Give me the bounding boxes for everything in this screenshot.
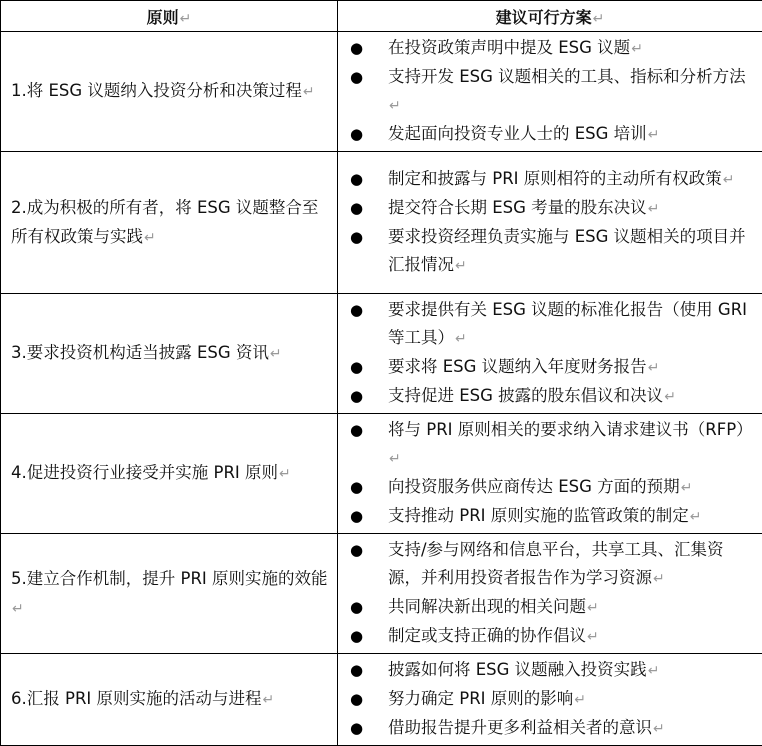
list-item-text: 披露如何将 ESG 议题融入投资实践 [388, 660, 647, 679]
list-item-text: 共同解决新出现的相关问题 [388, 597, 586, 616]
return-mark: ↵ [455, 331, 467, 347]
list-item-text: 发起面向投资专业人士的 ESG 培训 [388, 124, 647, 143]
principle-cell [1, 294, 338, 414]
list-item-text: 制定或支持正确的协作倡议 [388, 626, 586, 645]
recommendations-header [338, 1, 762, 32]
list-item-text: 向投资服务供应商传达 ESG 方面的预期 [388, 477, 680, 496]
return-mark: ↵ [648, 663, 660, 679]
recommendations-cell [338, 534, 762, 654]
return-mark: ↵ [681, 480, 693, 496]
return-mark: ↵ [648, 201, 660, 217]
recommendations-cell [338, 152, 762, 294]
table-header-row [1, 1, 762, 32]
table-row [1, 32, 762, 152]
recommendations-header-label: 建议可行方案 [496, 8, 592, 27]
principle-header-label: 原则 [147, 8, 179, 27]
principle-text: 2.成为积极的所有者，将 ESG 议题整合至所有权政策与实践 [11, 198, 318, 246]
list-item-text: 借助报告提升更多利益相关者的意识 [388, 718, 652, 737]
principle-text: 1.将 ESG 议题纳入投资分析和决策过程 [11, 81, 302, 100]
return-mark: ↵ [653, 721, 665, 737]
list-item [350, 382, 756, 411]
list-item [350, 593, 756, 622]
recommendations-cell [338, 414, 762, 534]
return-mark: ↵ [574, 692, 586, 708]
principle-cell [1, 414, 338, 534]
return-mark: ↵ [180, 11, 192, 27]
list-item-text: 支持/参与网络和信息平台，共享工具、汇集资源，并利用投资者报告作为学习资源 [388, 540, 724, 587]
principle-header [1, 1, 338, 32]
recommendations-cell [338, 654, 762, 746]
return-mark: ↵ [455, 258, 467, 274]
return-mark: ↵ [587, 629, 599, 645]
list-item [350, 473, 756, 502]
recommendations-cell [338, 32, 762, 152]
return-mark: ↵ [631, 41, 643, 57]
return-mark: ↵ [270, 346, 282, 362]
list-item [350, 296, 756, 353]
list-item [350, 502, 756, 531]
list-item [350, 194, 756, 223]
table-row [1, 534, 762, 654]
return-mark: ↵ [723, 172, 735, 188]
list-item-text: 提交符合长期 ESG 考量的股东决议 [388, 198, 647, 217]
list-item [350, 63, 756, 120]
principle-cell [1, 152, 338, 294]
return-mark: ↵ [664, 389, 676, 405]
table-row [1, 654, 762, 746]
return-mark: ↵ [389, 98, 401, 114]
list-item [350, 656, 756, 685]
list-item-text: 努力确定 PRI 原则的影响 [388, 689, 573, 708]
return-mark: ↵ [648, 127, 660, 143]
list-item [350, 34, 756, 63]
list-item-text: 将与 PRI 原则相关的要求纳入请求建议书（RFP） [388, 420, 753, 439]
principle-cell [1, 32, 338, 152]
list-item [350, 685, 756, 714]
return-mark: ↵ [303, 84, 315, 100]
list-item-text: 要求提供有关 ESG 议题的标准化报告（使用 GRI 等工具） [388, 300, 747, 347]
return-mark: ↵ [653, 571, 665, 587]
list-item-text: 要求投资经理负责实施与 ESG 议题相关的项目并汇报情况 [388, 227, 746, 274]
principle-text: 5.建立合作机制，提升 PRI 原则实施的效能 [11, 569, 328, 588]
list-item [350, 714, 756, 743]
list-item [350, 622, 756, 651]
list-item [350, 120, 756, 149]
return-mark: ↵ [587, 600, 599, 616]
table-row [1, 152, 762, 294]
recommendations-cell [338, 294, 762, 414]
list-item [350, 165, 756, 194]
return-mark: ↵ [279, 466, 291, 482]
list-item-text: 支持推动 PRI 原则实施的监管政策的制定 [388, 506, 689, 525]
list-item [350, 536, 756, 593]
return-mark: ↵ [648, 360, 660, 376]
return-mark: ↵ [263, 692, 275, 708]
list-item [350, 223, 756, 280]
principle-text: 6.汇报 PRI 原则实施的活动与进程 [11, 689, 262, 708]
list-item-text: 支持促进 ESG 披露的股东倡议和决议 [388, 386, 663, 405]
list-item-text: 要求将 ESG 议题纳入年度财务报告 [388, 357, 647, 376]
list-item-text: 在投资政策声明中提及 ESG 议题 [388, 38, 630, 57]
table-row [1, 294, 762, 414]
return-mark: ↵ [144, 230, 156, 246]
principle-text: 3.要求投资机构适当披露 ESG 资讯 [11, 343, 269, 362]
return-mark: ↵ [690, 509, 702, 525]
principle-text: 4.促进投资行业接受并实施 PRI 原则 [11, 463, 278, 482]
list-item-text: 支持开发 ESG 议题相关的工具、指标和分析方法 [388, 67, 746, 86]
list-item-text: 制定和披露与 PRI 原则相符的主动所有权政策 [388, 169, 722, 188]
return-mark: ↵ [593, 11, 605, 27]
return-mark: ↵ [389, 451, 401, 467]
table-row [1, 414, 762, 534]
principle-cell [1, 654, 338, 746]
principle-cell [1, 534, 338, 654]
return-mark: ↵ [12, 601, 24, 617]
list-item [350, 353, 756, 382]
list-item [350, 416, 756, 473]
